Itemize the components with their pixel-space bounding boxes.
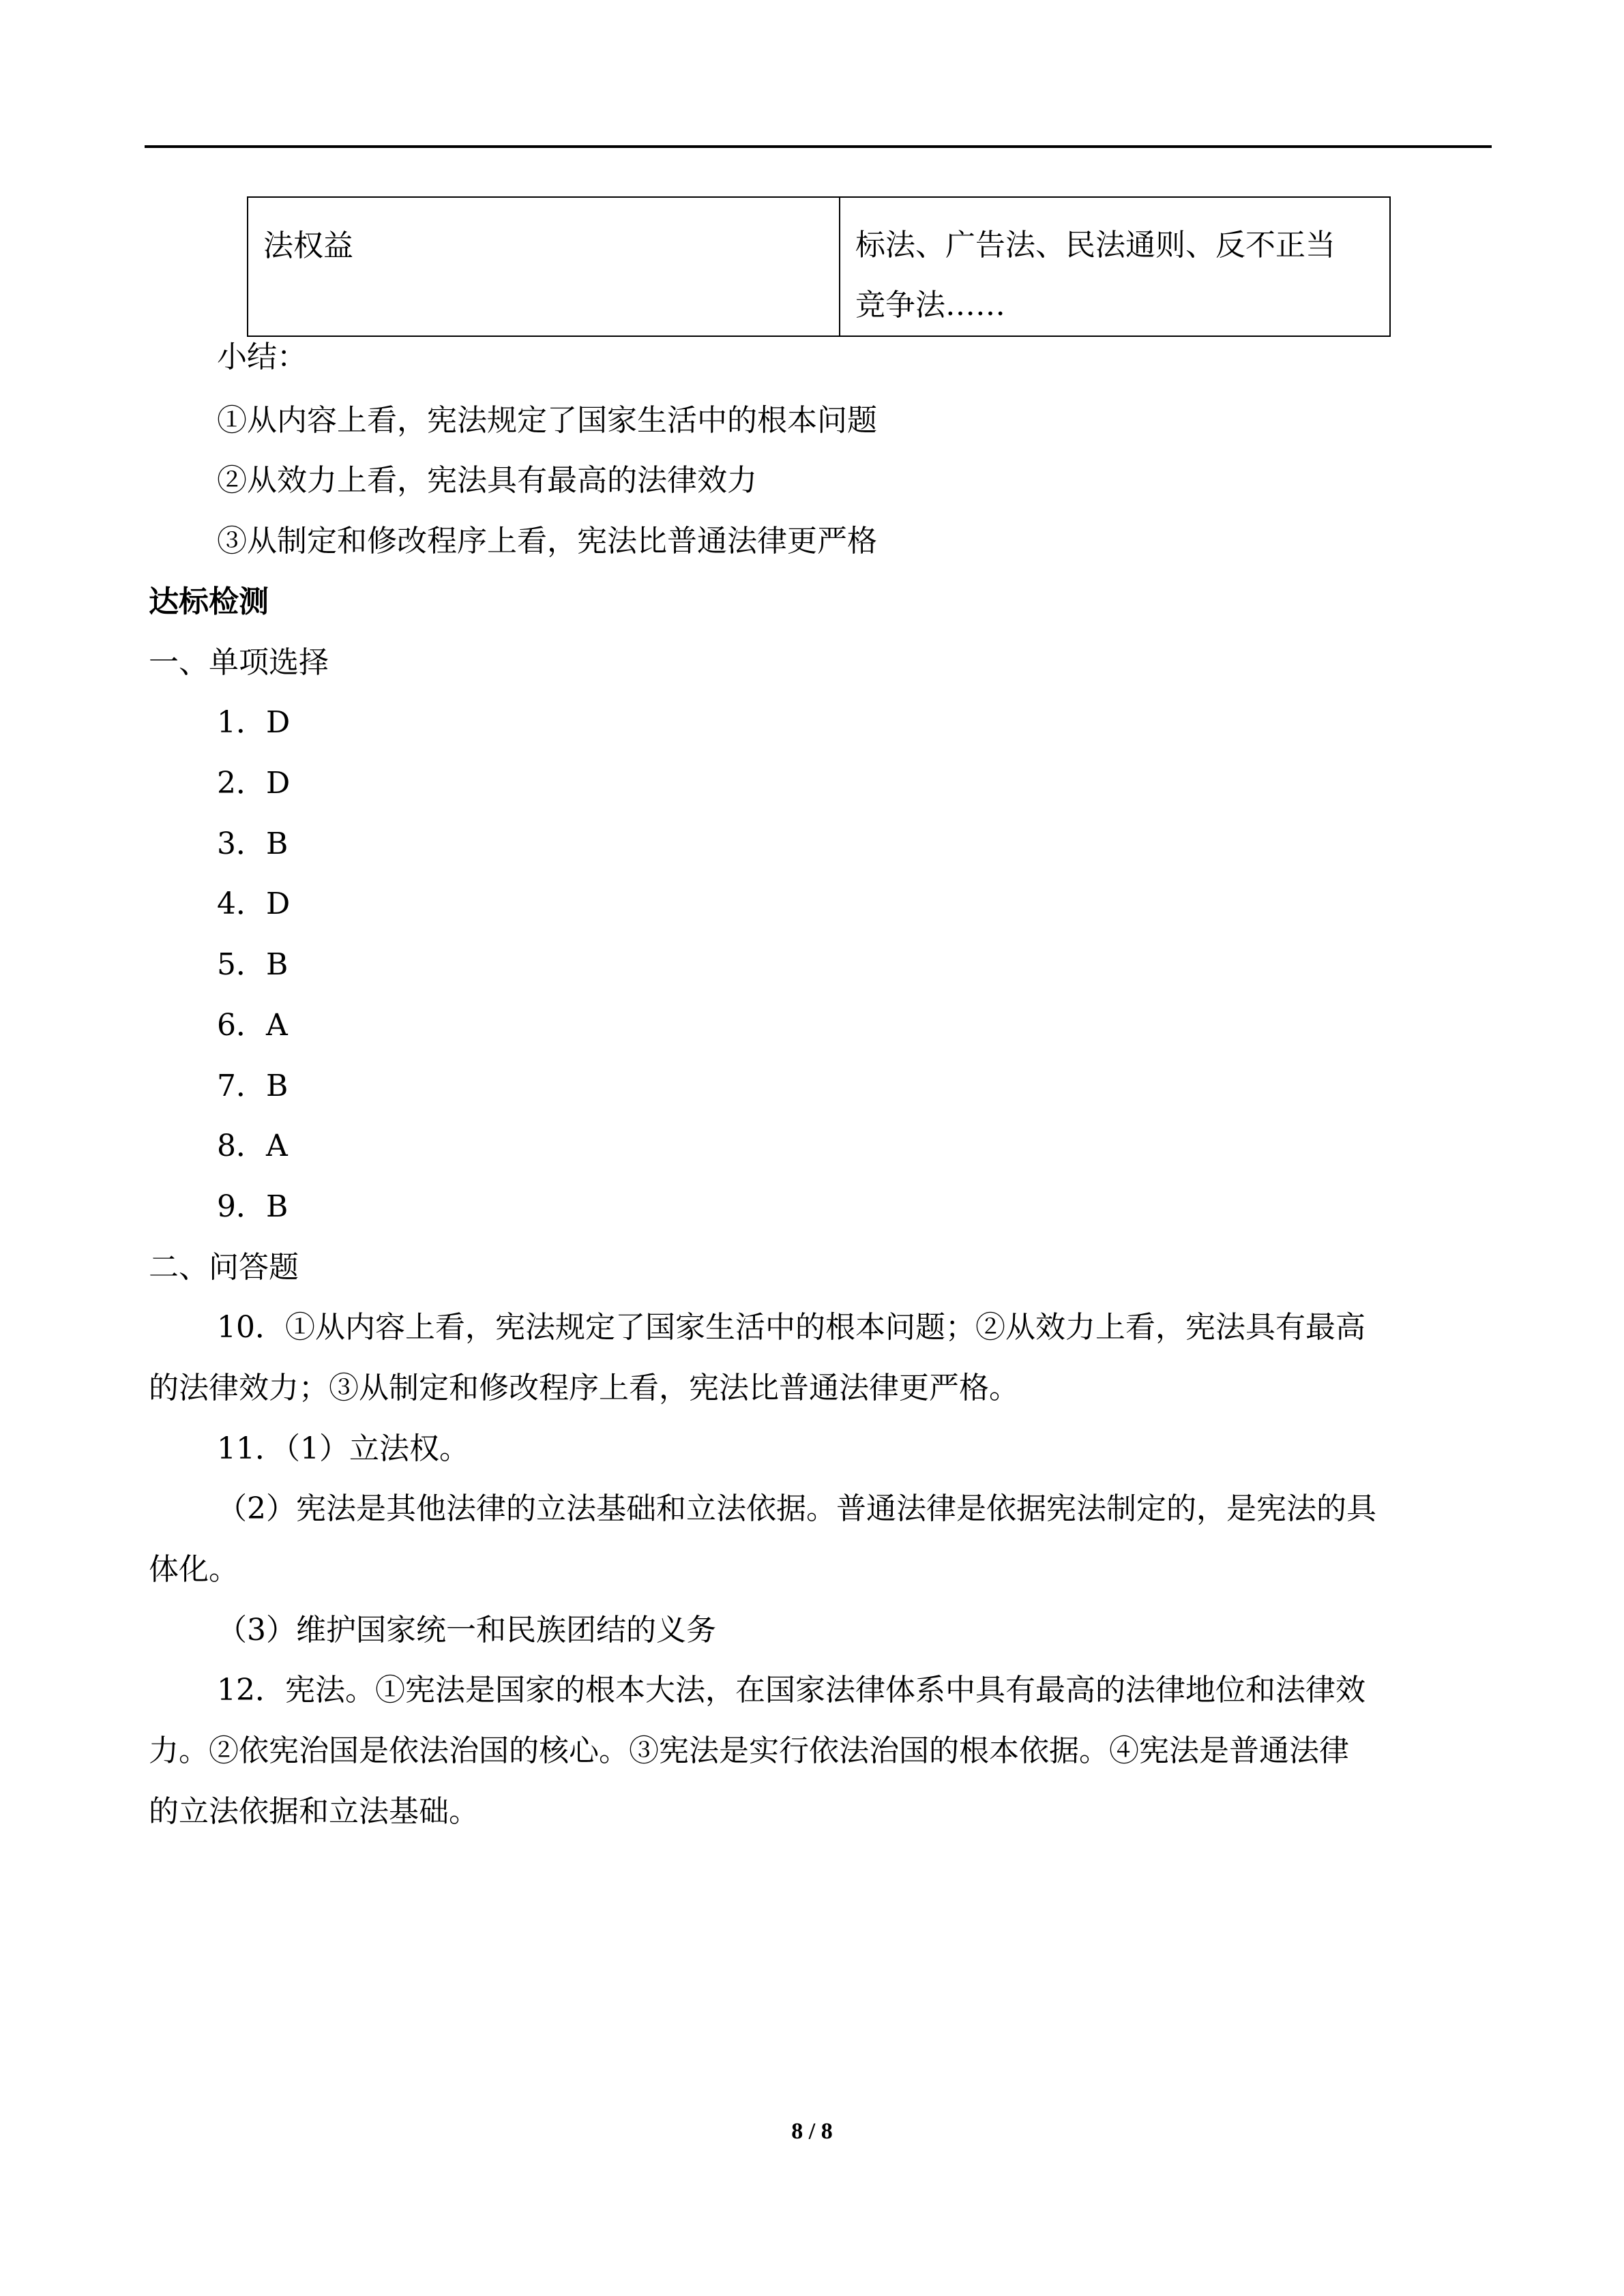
- q11-part3: （3）维护国家统一和民族团结的义务: [217, 1613, 716, 1648]
- summary-item-2: ②从效力上看，宪法具有最高的法律效力: [217, 463, 757, 498]
- q12-line2: 力。②依宪治国是依法治国的核心。③宪法是实行依法治国的根本依据。④宪法是普通法律: [149, 1733, 1349, 1768]
- answer-item: 7．B: [217, 1069, 289, 1103]
- q12-line1: 12．宪法。①宪法是国家的根本大法，在国家法律体系中具有最高的法律地位和法律效: [217, 1673, 1365, 1708]
- summary-item-1: ①从内容上看，宪法规定了国家生活中的根本问题: [217, 403, 877, 438]
- answer-item: 5．B: [217, 947, 289, 982]
- summary-title: 小结：: [217, 340, 307, 374]
- answer-item: 1．D: [217, 705, 291, 740]
- table-row: [248, 197, 1390, 336]
- page-number: 8 / 8: [791, 2119, 833, 2144]
- table-cell-left-text: 法权益: [263, 228, 353, 263]
- q10-line1: 10．①从内容上看，宪法规定了国家生活中的根本问题；②从效力上看，宪法具有最高: [217, 1310, 1365, 1345]
- q11-part2-line1: （2）宪法是其他法律的立法基础和立法依据。普通法律是依据宪法制定的，是宪法的具: [217, 1491, 1376, 1526]
- table-cell-right-line1: 标法、广告法、民法通则、反不正当: [855, 228, 1335, 263]
- answer-item: 6．A: [217, 1008, 288, 1043]
- table-cell-right: [840, 197, 1390, 336]
- part2-title: 二、问答题: [149, 1250, 299, 1285]
- q11-part2-line2: 体化。: [149, 1552, 239, 1587]
- table-cell-left: [248, 197, 840, 336]
- answer-item: 3．B: [217, 826, 289, 861]
- law-table: [247, 196, 1391, 337]
- part1-title: 一、单项选择: [149, 645, 329, 680]
- answer-item: 2．D: [217, 766, 291, 801]
- q10-line2: 的法律效力；③从制定和修改程序上看，宪法比普通法律更严格。: [149, 1371, 1019, 1405]
- answer-item: 9．B: [217, 1189, 289, 1224]
- answer-item: 4．D: [217, 886, 291, 921]
- summary-item-3: ③从制定和修改程序上看，宪法比普通法律更严格: [217, 524, 877, 558]
- q12-line3: 的立法依据和立法基础。: [149, 1794, 479, 1829]
- section-title: 达标检测: [149, 584, 269, 619]
- table-cell-right-line2: 竞争法……: [855, 288, 1005, 323]
- header-rule: [145, 145, 1492, 148]
- answer-item: 8．A: [217, 1129, 288, 1163]
- q11-part1: 11．（1）立法权。: [217, 1431, 469, 1466]
